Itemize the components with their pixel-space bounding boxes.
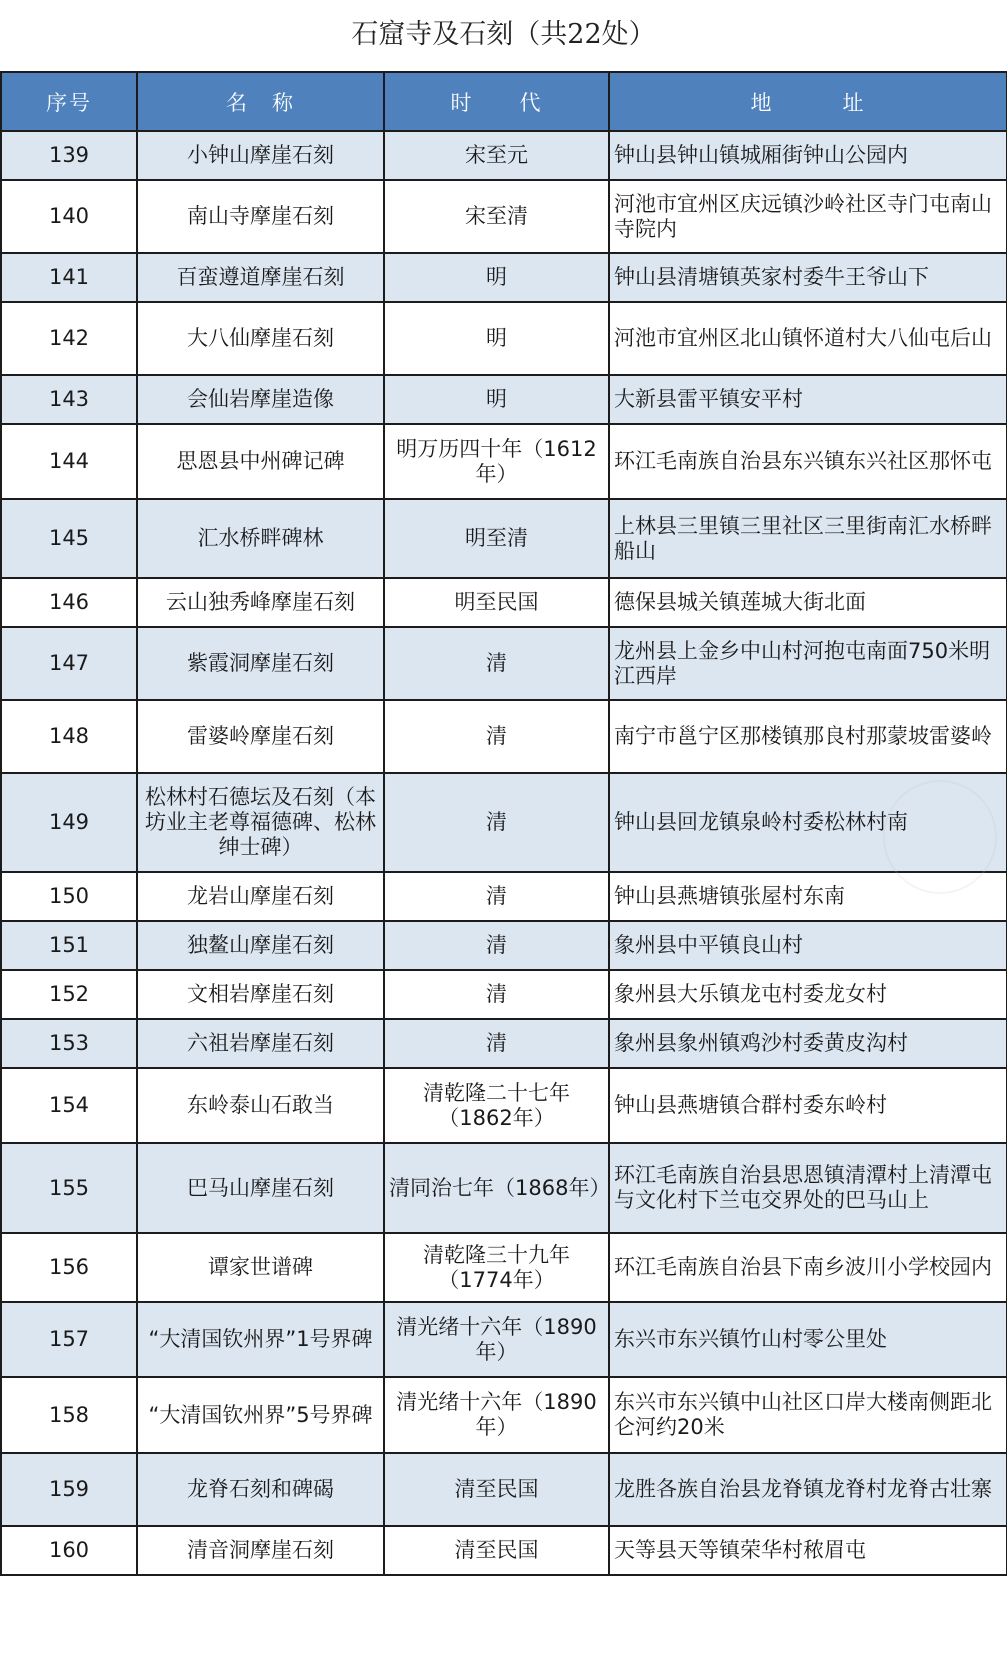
table-row	[1, 499, 1007, 578]
cell-name: 东岭泰山石敢当	[137, 1068, 384, 1143]
cell-number: 160	[1, 1526, 137, 1575]
cell-era: 清	[384, 1019, 609, 1068]
table-row	[1, 1068, 1007, 1143]
cell-era: 明	[384, 375, 609, 424]
cell-number: 146	[1, 578, 137, 627]
cell-era: 清至民国	[384, 1526, 609, 1575]
table-row	[1, 921, 1007, 970]
cell-name: “大清国钦州界”1号界碑	[137, 1302, 384, 1377]
cell-number: 147	[1, 627, 137, 700]
heritage-table	[0, 71, 1007, 1576]
table-row	[1, 1526, 1007, 1575]
table-row	[1, 180, 1007, 253]
cell-name: 雷婆岭摩崖石刻	[137, 700, 384, 773]
table-row	[1, 375, 1007, 424]
cell-name: 汇水桥畔碑林	[137, 499, 384, 578]
cell-era: 明	[384, 302, 609, 375]
cell-address: 河池市宜州区北山镇怀道村大八仙屯后山	[609, 302, 1007, 375]
cell-address: 环江毛南族自治县东兴镇东兴社区那怀屯	[609, 424, 1007, 499]
cell-number: 157	[1, 1302, 137, 1377]
cell-address: 龙州县上金乡中山村河抱屯南面750米明江西岸	[609, 627, 1007, 700]
cell-number: 140	[1, 180, 137, 253]
cell-address: 德保县城关镇莲城大街北面	[609, 578, 1007, 627]
cell-number: 153	[1, 1019, 137, 1068]
table-row	[1, 1453, 1007, 1526]
cell-number: 142	[1, 302, 137, 375]
cell-name: 龙脊石刻和碑碣	[137, 1453, 384, 1526]
cell-era: 明至民国	[384, 578, 609, 627]
cell-address: 象州县中平镇良山村	[609, 921, 1007, 970]
cell-era: 清同治七年（1868年）	[384, 1143, 609, 1233]
cell-name: 清音洞摩崖石刻	[137, 1526, 384, 1575]
cell-number: 149	[1, 773, 137, 872]
page-title: 石窟寺及石刻（共22处）	[351, 19, 656, 50]
cell-address: 东兴市东兴镇中山社区口岸大楼南侧距北仑河约20米	[609, 1377, 1007, 1453]
cell-name: 六祖岩摩崖石刻	[137, 1019, 384, 1068]
cell-era: 宋至元	[384, 131, 609, 180]
table-row	[1, 1377, 1007, 1453]
cell-name: 百蛮遵道摩崖石刻	[137, 253, 384, 302]
cell-address: 钟山县回龙镇泉岭村委松林村南	[609, 773, 1007, 872]
cell-address: 上林县三里镇三里社区三里街南汇水桥畔船山	[609, 499, 1007, 578]
header-number: 序号	[1, 72, 137, 131]
cell-era: 清	[384, 970, 609, 1019]
cell-address: 钟山县燕塘镇张屋村东南	[609, 872, 1007, 921]
cell-name: 南山寺摩崖石刻	[137, 180, 384, 253]
cell-era: 清	[384, 773, 609, 872]
cell-address: 钟山县燕塘镇合群村委东岭村	[609, 1068, 1007, 1143]
cell-number: 154	[1, 1068, 137, 1143]
cell-era: 清	[384, 921, 609, 970]
table-row	[1, 872, 1007, 921]
table-row	[1, 131, 1007, 180]
cell-name: “大清国钦州界”5号界碑	[137, 1377, 384, 1453]
cell-number: 143	[1, 375, 137, 424]
cell-address: 环江毛南族自治县下南乡波川小学校园内	[609, 1233, 1007, 1302]
cell-era: 清光绪十六年（1890年）	[384, 1302, 609, 1377]
cell-number: 141	[1, 253, 137, 302]
cell-number: 152	[1, 970, 137, 1019]
table-row	[1, 1019, 1007, 1068]
cell-address: 大新县雷平镇安平村	[609, 375, 1007, 424]
cell-era: 清乾隆三十九年（1774年）	[384, 1233, 609, 1302]
cell-address: 龙胜各族自治县龙脊镇龙脊村龙脊古壮寨	[609, 1453, 1007, 1526]
cell-name: 龙岩山摩崖石刻	[137, 872, 384, 921]
table-row	[1, 424, 1007, 499]
table-row	[1, 970, 1007, 1019]
table-body	[1, 131, 1007, 1575]
cell-address: 环江毛南族自治县思恩镇清潭村上清潭屯与文化村下兰屯交界处的巴马山上	[609, 1143, 1007, 1233]
cell-name: 巴马山摩崖石刻	[137, 1143, 384, 1233]
cell-number: 156	[1, 1233, 137, 1302]
table-row	[1, 627, 1007, 700]
cell-address: 钟山县钟山镇城厢街钟山公园内	[609, 131, 1007, 180]
cell-address: 东兴市东兴镇竹山村零公里处	[609, 1302, 1007, 1377]
cell-name: 小钟山摩崖石刻	[137, 131, 384, 180]
cell-name: 云山独秀峰摩崖石刻	[137, 578, 384, 627]
header-name: 名 称	[137, 72, 384, 131]
table-header-row	[1, 72, 1007, 131]
cell-address: 象州县象州镇鸡沙村委黄皮沟村	[609, 1019, 1007, 1068]
cell-address: 天等县天等镇荣华村秾眉屯	[609, 1526, 1007, 1575]
cell-address: 象州县大乐镇龙屯村委龙女村	[609, 970, 1007, 1019]
header-era: 时 代	[384, 72, 609, 131]
table-row	[1, 1143, 1007, 1233]
cell-era: 清	[384, 700, 609, 773]
cell-name: 谭家世谱碑	[137, 1233, 384, 1302]
cell-era: 明至清	[384, 499, 609, 578]
table-row	[1, 578, 1007, 627]
cell-era: 清	[384, 872, 609, 921]
cell-name: 会仙岩摩崖造像	[137, 375, 384, 424]
cell-era: 清至民国	[384, 1453, 609, 1526]
table-row	[1, 253, 1007, 302]
header-address: 地 址	[609, 72, 1007, 131]
cell-era: 清光绪十六年（1890年）	[384, 1377, 609, 1453]
cell-name: 紫霞洞摩崖石刻	[137, 627, 384, 700]
cell-number: 151	[1, 921, 137, 970]
cell-name: 大八仙摩崖石刻	[137, 302, 384, 375]
cell-era: 清乾隆二十七年（1862年）	[384, 1068, 609, 1143]
cell-address: 南宁市邕宁区那楼镇那良村那蒙坡雷婆岭	[609, 700, 1007, 773]
table-row	[1, 773, 1007, 872]
cell-number: 159	[1, 1453, 137, 1526]
table-row	[1, 1302, 1007, 1377]
cell-number: 148	[1, 700, 137, 773]
cell-number: 139	[1, 131, 137, 180]
table-row	[1, 302, 1007, 375]
cell-name: 文相岩摩崖石刻	[137, 970, 384, 1019]
cell-address: 河池市宜州区庆远镇沙岭社区寺门屯南山寺院内	[609, 180, 1007, 253]
cell-address: 钟山县清塘镇英家村委牛王爷山下	[609, 253, 1007, 302]
cell-era: 清	[384, 627, 609, 700]
cell-era: 宋至清	[384, 180, 609, 253]
cell-number: 145	[1, 499, 137, 578]
cell-number: 144	[1, 424, 137, 499]
table-row	[1, 700, 1007, 773]
cell-number: 150	[1, 872, 137, 921]
cell-number: 155	[1, 1143, 137, 1233]
cell-era: 明万历四十年（1612年）	[384, 424, 609, 499]
watermark-seal	[883, 780, 997, 894]
cell-name: 松林村石德坛及石刻（本坊业主老尊福德碑、松林绅士碑）	[137, 773, 384, 872]
cell-era: 明	[384, 253, 609, 302]
cell-name: 思恩县中州碑记碑	[137, 424, 384, 499]
cell-number: 158	[1, 1377, 137, 1453]
table-row	[1, 1233, 1007, 1302]
cell-name: 独鳌山摩崖石刻	[137, 921, 384, 970]
